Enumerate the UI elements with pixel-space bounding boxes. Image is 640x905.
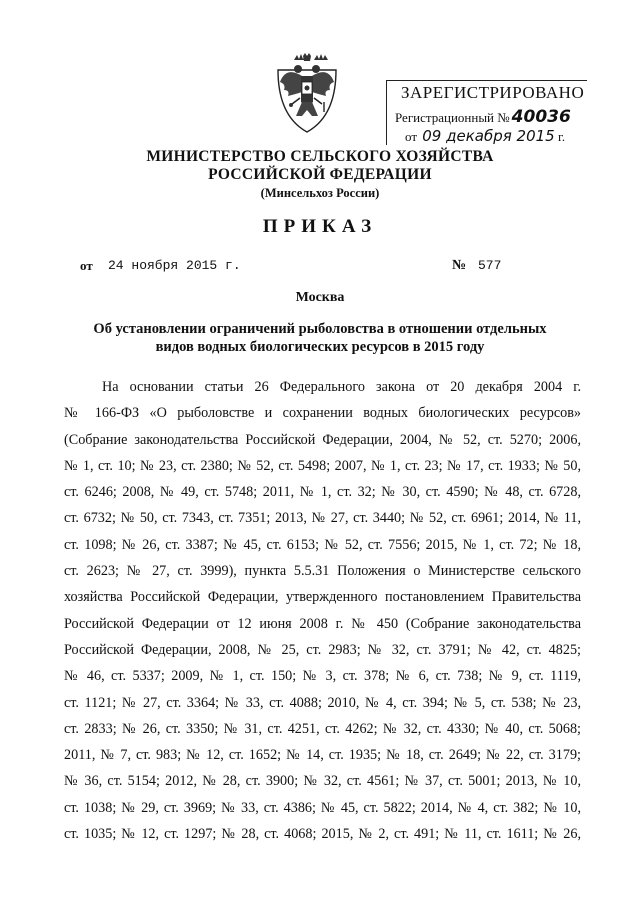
body-line: ст. 2623; № 27, ст. 3999), пункта 5.5.31 Положения о Министерстве сельского [64,563,581,580]
registration-stamp [386,80,587,145]
body-line: ст. 2833; № 26, ст. 3350; № 31, ст. 4251, ст. 4262; № 32, ст. 4330; № 40, ст. 5068; [64,720,581,737]
order-from-label: от [80,258,93,273]
body-line: 2011, № 7, ст. 983; № 12, ст. 1652; № 14, ст. 1935; № 18, ст. 2649; № 22, ст. 3179; [64,747,581,764]
body-line: хозяйства Российской Федерации, утвержденного постановлением Правительства [64,589,581,606]
body-line: № 166-ФЗ «О рыболовстве и сохранении водных биологических ресурсов» [64,405,581,422]
order-title: ПРИКАЗ [262,216,378,237]
ministry-name-line2: РОССИЙСКОЙ ФЕДЕРАЦИИ [208,166,432,183]
stamp-registration [395,107,571,127]
body-line: № 36, ст. 5154; 2012, № 28, ст. 3900; № 32, ст. 4561; № 37, ст. 5001; 2013, № 10, [64,773,581,790]
order-subject [0,320,640,356]
coat-of-arms-icon [272,52,342,136]
stamp-date [405,127,565,145]
stamp-date-suffix: г. [557,129,566,144]
ministry-name-line1: МИНИСТЕРСТВО СЕЛЬСКОГО ХОЗЯЙСТВА [146,148,494,165]
body-line: Российской Федерации от 12 июня 2008 г. № 450 (Собрание законодательства [64,615,581,632]
body-line: ст. 1038; № 29, ст. 3969; № 33, ст. 4386; № 45, ст. 5822; 2014, № 4, ст. 382; № 10, [64,799,581,816]
stamp-title: ЗАРЕГИСТРИРОВАНО [401,83,585,102]
body-line: ст. 1098; № 26, ст. 3387; № 45, ст. 6153; № 52, ст. 7556; 2015, № 1, ст. 72; № 18, [64,536,581,553]
order-number-label: № [452,258,467,273]
order-city: Москва [295,290,345,305]
subject-line-1: Об установлении ограничений рыболовства в отношении отдельных [93,321,547,337]
body-line: ст. 1035; № 12, ст. 1297; № 28, ст. 4068; 2015, № 2, ст. 491; № 11, ст. 1611; № 26, [64,826,581,843]
stamp-date-handwritten: 09 декабря 2015 [422,127,555,145]
body-line: Российской Федерации, 2008, № 25, ст. 2983; № 32, ст. 3791; № 42, ст. 4825; [64,641,581,658]
body-line: ст. 1121; № 27, ст. 3364; № 33, ст. 4088; 2010, № 4, ст. 394; № 5, ст. 538; № 23, [64,694,581,711]
subject-line-2: видов водных биологических ресурсов в 2015 году [155,339,485,355]
stamp-reg-number: 40036 [511,107,571,127]
body-line: (Собрание законодательства Российской Федерации, 2004, № 52, ст. 5270; 2006, [64,431,581,448]
body-paragraph [64,374,581,847]
order-date: 24 ноября 2015 г. [108,258,241,273]
body-line: № 46, ст. 5337; 2009, № 1, ст. 150; № 3, ст. 378; № 6, ст. 738; № 9, ст. 1119, [64,668,581,685]
order-number: 577 [478,258,502,273]
body-line: ст. 6246; 2008, № 49, ст. 5748; 2011, № 1, ст. 32; № 30, ст. 4590; № 48, ст. 6728, [64,484,581,501]
ministry-short-name: (Минсельхоз России) [260,186,380,200]
stamp-date-label: от [405,129,418,144]
body-line: № 1, ст. 10; № 23, ст. 2380; № 52, ст. 5498; 2007, № 1, ст. 23; № 17, ст. 1933; № 50, [64,457,581,474]
body-line: ст. 6732; № 50, ст. 7343, ст. 7351; 2013, № 27, ст. 3440; № 52, ст. 6961; 2014, № 11, [64,510,581,527]
body-line: На основании статьи 26 Федерального закона от 20 декабря 2004 г. [102,379,581,395]
stamp-reg-label: Регистрационный № [395,110,510,125]
